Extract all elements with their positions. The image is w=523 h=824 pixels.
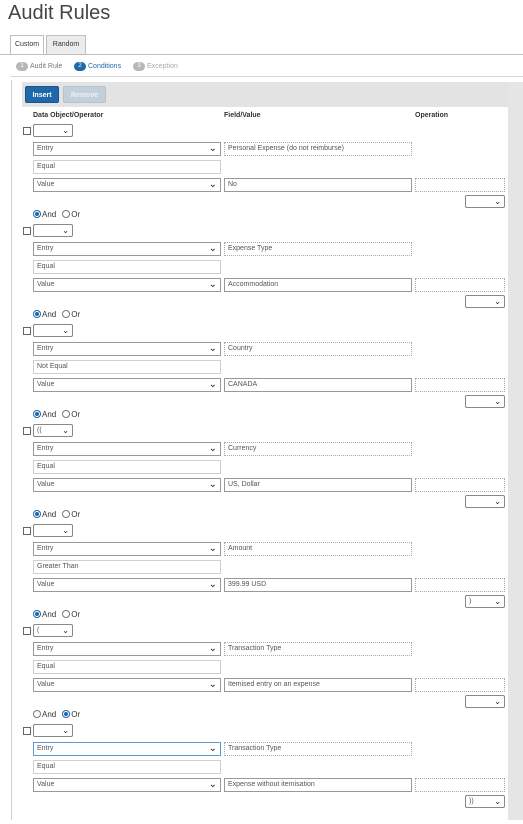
condition-group: [0, 710, 523, 824]
open-paren-select[interactable]: [33, 724, 73, 737]
column-header-field-value: Field/Value: [224, 112, 261, 119]
and-radio[interactable]: [33, 710, 41, 718]
data-object-select[interactable]: [33, 342, 221, 356]
row-checkbox[interactable]: [23, 227, 31, 235]
data-object-select[interactable]: [33, 242, 221, 256]
operator-field[interactable]: Equal: [33, 660, 221, 674]
value-type-select[interactable]: [33, 178, 221, 192]
row-checkbox[interactable]: [23, 527, 31, 535]
logic-selector: [33, 410, 86, 420]
wizard-step-audit-rule[interactable]: [16, 62, 62, 71]
chevron-down-icon: ⌄: [208, 779, 217, 790]
operator-field[interactable]: Not Equal: [33, 360, 221, 374]
tab-custom[interactable]: Custom: [10, 35, 44, 55]
step-label: Conditions: [88, 63, 122, 70]
condition-group: [0, 124, 523, 224]
data-object-value: Entry: [37, 545, 54, 552]
operation-input[interactable]: [415, 378, 505, 392]
value-type-value: Value: [37, 781, 55, 788]
or-radio[interactable]: [62, 210, 70, 218]
wizard-step-exception[interactable]: [133, 62, 178, 71]
chevron-down-icon: ⌄: [208, 643, 217, 654]
open-paren-select[interactable]: [33, 124, 73, 137]
logic-selector: [33, 610, 86, 620]
chevron-down-icon: ⌄: [208, 279, 217, 290]
or-label: Or: [71, 610, 81, 619]
close-paren-value: )): [469, 798, 474, 805]
value-type-select[interactable]: [33, 278, 221, 292]
tab-divider: [0, 54, 523, 55]
value-input[interactable]: No: [224, 178, 412, 192]
row-checkbox[interactable]: [23, 427, 31, 435]
close-paren-select[interactable]: [465, 595, 505, 608]
chevron-down-icon: ⌄: [62, 726, 69, 735]
and-radio[interactable]: [33, 210, 41, 218]
logic-selector: [33, 310, 86, 320]
value-type-value: Value: [37, 681, 55, 688]
insert-button[interactable]: Insert: [25, 86, 59, 103]
close-paren-select[interactable]: [465, 495, 505, 508]
open-paren-select[interactable]: [33, 224, 73, 237]
value-type-value: Value: [37, 581, 55, 588]
value-type-value: Value: [37, 281, 55, 288]
close-paren-select[interactable]: [465, 195, 505, 208]
operator-field[interactable]: Equal: [33, 160, 221, 174]
or-label: Or: [71, 410, 81, 419]
or-radio[interactable]: [62, 710, 70, 718]
open-paren-select[interactable]: [33, 424, 73, 437]
value-input[interactable]: 399.99 USD: [224, 578, 412, 592]
close-paren-select[interactable]: [465, 295, 505, 308]
value-type-value: Value: [37, 181, 55, 188]
step-label: Exception: [147, 63, 178, 70]
wizard-step-conditions[interactable]: [74, 62, 121, 71]
data-object-value: Entry: [37, 445, 54, 452]
column-header-data-object: Data Object/Operator: [33, 112, 104, 119]
chevron-down-icon: ⌄: [208, 143, 217, 154]
or-radio[interactable]: [62, 410, 70, 418]
chevron-down-icon: ⌄: [494, 697, 501, 706]
field-input[interactable]: Transaction Type: [224, 642, 412, 656]
operation-input[interactable]: [415, 278, 505, 292]
chevron-down-icon: ⌄: [62, 626, 69, 635]
condition-group: [0, 510, 523, 624]
data-object-value: Entry: [37, 145, 54, 152]
value-input[interactable]: US, Dollar: [224, 478, 412, 492]
chevron-down-icon: ⌄: [494, 197, 501, 206]
or-label: Or: [71, 310, 81, 319]
open-paren-select[interactable]: [33, 524, 73, 537]
field-input[interactable]: Amount: [224, 542, 412, 556]
operator-field[interactable]: Equal: [33, 460, 221, 474]
chevron-down-icon: ⌄: [208, 579, 217, 590]
value-type-value: Value: [37, 381, 55, 388]
step-number: 2: [74, 62, 86, 71]
chevron-down-icon: ⌄: [208, 743, 217, 754]
value-input[interactable]: Accommodation: [224, 278, 412, 292]
logic-selector: [33, 510, 86, 520]
and-radio[interactable]: [33, 310, 41, 318]
and-label: And: [42, 610, 57, 619]
chevron-down-icon: ⌄: [208, 443, 217, 454]
or-radio[interactable]: [62, 310, 70, 318]
column-header-operation: Operation: [415, 112, 449, 119]
chevron-down-icon: ⌄: [494, 297, 501, 306]
condition-group: [0, 410, 523, 524]
operation-input[interactable]: [415, 778, 505, 792]
or-label: Or: [71, 210, 81, 219]
close-paren-select[interactable]: [465, 395, 505, 408]
value-type-select[interactable]: [33, 378, 221, 392]
data-object-select[interactable]: [33, 542, 221, 556]
chevron-down-icon: ⌄: [208, 243, 217, 254]
value-input[interactable]: CANADA: [224, 378, 412, 392]
data-object-select[interactable]: [33, 642, 221, 656]
page-title: Audit Rules: [8, 2, 111, 24]
field-input[interactable]: Currency: [224, 442, 412, 456]
chevron-down-icon: ⌄: [208, 543, 217, 554]
chevron-down-icon: ⌄: [208, 343, 217, 354]
open-paren-value: ((: [37, 427, 42, 434]
chevron-down-icon: ⌄: [62, 326, 69, 335]
and-label: And: [42, 710, 57, 719]
open-paren-value: (: [37, 627, 40, 634]
operator-field[interactable]: Equal: [33, 260, 221, 274]
field-input[interactable]: Transaction Type: [224, 742, 412, 756]
value-type-select[interactable]: [33, 678, 221, 692]
and-radio[interactable]: [33, 510, 41, 518]
or-radio[interactable]: [62, 610, 70, 618]
row-checkbox[interactable]: [23, 627, 31, 635]
chevron-down-icon: ⌄: [62, 426, 69, 435]
chevron-down-icon: ⌄: [208, 179, 217, 190]
chevron-down-icon: ⌄: [494, 497, 501, 506]
operator-field[interactable]: Equal: [33, 760, 221, 774]
data-object-value: Entry: [37, 245, 54, 252]
or-radio[interactable]: [62, 510, 70, 518]
and-label: And: [42, 410, 57, 419]
step-label: Audit Rule: [30, 63, 63, 70]
operator-field[interactable]: Greater Than: [33, 560, 221, 574]
chevron-down-icon: ⌄: [494, 397, 501, 406]
step-number: 1: [16, 62, 28, 71]
step-number: 3: [133, 62, 145, 71]
data-object-value: Entry: [37, 645, 54, 652]
data-object-value: Entry: [37, 745, 54, 752]
value-input[interactable]: Expense without itemisation: [224, 778, 412, 792]
chevron-down-icon: ⌄: [62, 526, 69, 535]
chevron-down-icon: ⌄: [208, 479, 217, 490]
close-paren-select[interactable]: [465, 695, 505, 708]
field-input[interactable]: Expense Type: [224, 242, 412, 256]
condition-group: [0, 310, 523, 424]
close-paren-value: ): [469, 598, 472, 605]
value-type-select[interactable]: [33, 578, 221, 592]
operation-input[interactable]: [415, 178, 505, 192]
data-object-select[interactable]: [33, 742, 221, 756]
field-input[interactable]: Country: [224, 342, 412, 356]
value-type-select[interactable]: [33, 778, 221, 792]
operation-input[interactable]: [415, 478, 505, 492]
data-object-value: Entry: [37, 345, 54, 352]
open-paren-select[interactable]: [33, 624, 73, 637]
tab-random[interactable]: Random: [46, 35, 86, 54]
or-label: Or: [71, 510, 81, 519]
data-object-select[interactable]: [33, 142, 221, 156]
row-checkbox[interactable]: [23, 327, 31, 335]
close-paren-select[interactable]: [465, 795, 505, 808]
and-radio[interactable]: [33, 610, 41, 618]
condition-group: [0, 610, 523, 724]
open-paren-select[interactable]: [33, 324, 73, 337]
chevron-down-icon: ⌄: [62, 226, 69, 235]
row-checkbox[interactable]: [23, 727, 31, 735]
operation-input[interactable]: [415, 678, 505, 692]
or-label: Or: [71, 710, 81, 719]
chevron-down-icon: ⌄: [208, 679, 217, 690]
value-input[interactable]: Itemised entry on an expense: [224, 678, 412, 692]
logic-selector: [33, 710, 86, 720]
and-label: And: [42, 210, 57, 219]
wizard-divider: [10, 76, 523, 77]
operation-input[interactable]: [415, 578, 505, 592]
and-label: And: [42, 510, 57, 519]
remove-button[interactable]: Remove: [63, 86, 106, 103]
and-label: And: [42, 310, 57, 319]
logic-selector: [33, 210, 86, 220]
chevron-down-icon: ⌄: [208, 379, 217, 390]
chevron-down-icon: ⌄: [494, 797, 501, 806]
value-type-value: Value: [37, 481, 55, 488]
row-checkbox[interactable]: [23, 127, 31, 135]
condition-group: [0, 210, 523, 324]
conditions-toolbar: [22, 82, 508, 107]
value-type-select[interactable]: [33, 478, 221, 492]
chevron-down-icon: ⌄: [494, 597, 501, 606]
field-input[interactable]: Personal Expense (do not reimburse): [224, 142, 412, 156]
data-object-select[interactable]: [33, 442, 221, 456]
and-radio[interactable]: [33, 410, 41, 418]
chevron-down-icon: ⌄: [62, 126, 69, 135]
